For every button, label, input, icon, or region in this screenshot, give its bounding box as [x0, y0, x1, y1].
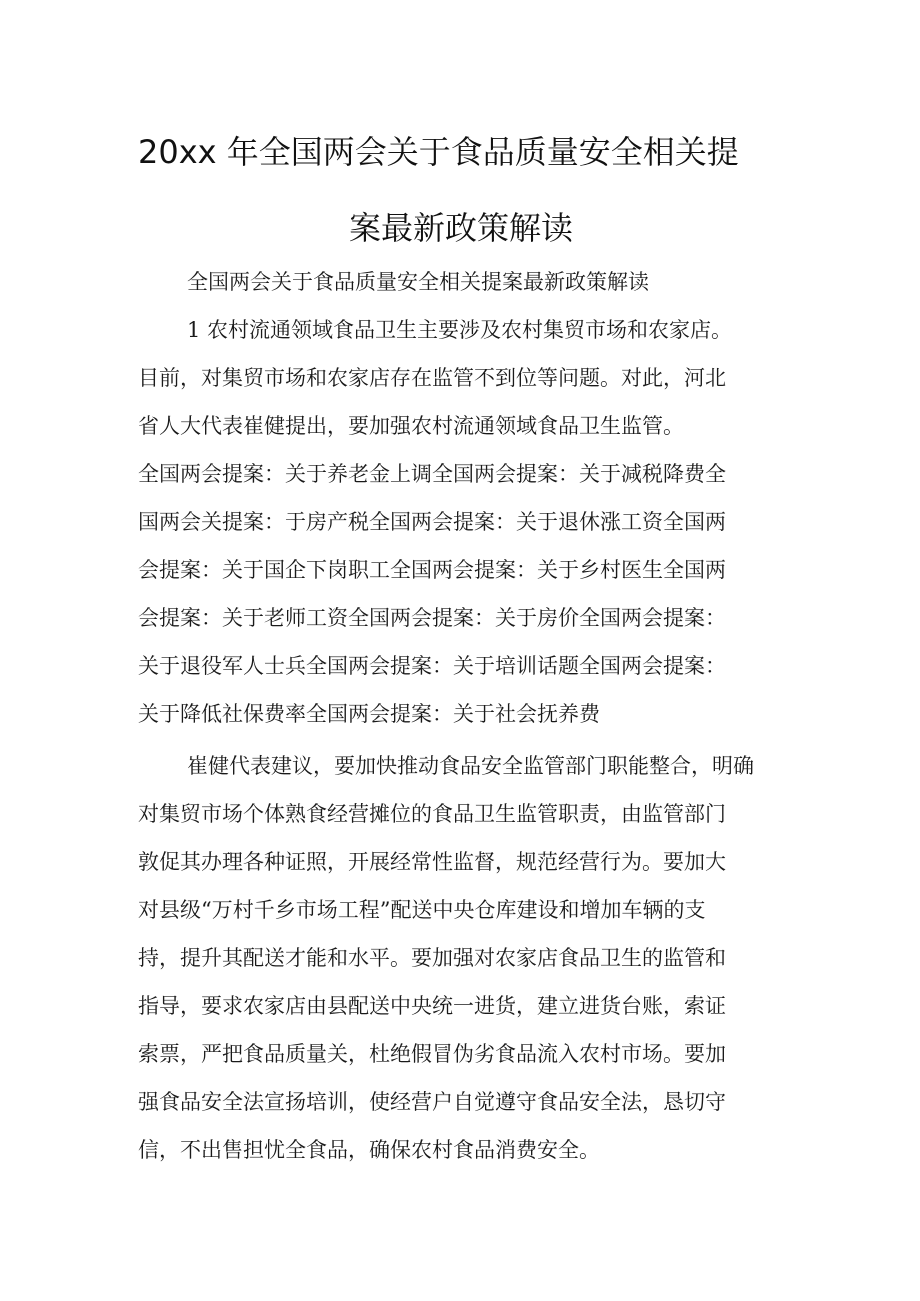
paragraph-2-line: 对县级“万村千乡市场工程”配送中央仓库建设和增加车辆的支: [138, 898, 706, 922]
paragraph-2-line: 敦促其办理各种证照，开展经常性监督，规范经营行为。要加大: [138, 850, 726, 874]
related-proposals-line: 全国两会提案：关于养老金上调全国两会提案：关于减税降费全: [138, 462, 726, 486]
related-proposals-line: 关于退役军人士兵全国两会提案：关于培训话题全国两会提案：: [138, 654, 726, 678]
paragraph-2-line: 信，不出售担忧全食品，确保农村食品消费安全。: [138, 1138, 600, 1162]
related-proposals-line: 会提案：关于老师工资全国两会提案：关于房价全国两会提案：: [138, 606, 726, 630]
paragraph-2-line: 对集贸市场个体熟食经营摊位的食品卫生监管职责，由监管部门: [138, 802, 726, 826]
related-proposals-line: 国两会关提案：于房产税全国两会提案：关于退休涨工资全国两: [138, 510, 726, 534]
related-proposals-line: 会提案：关于国企下岗职工全国两会提案：关于乡村医生全国两: [138, 558, 726, 582]
paragraph-2-line: 持，提升其配送才能和水平。要加强对农家店食品卫生的监管和: [138, 946, 726, 970]
paragraph-1-line: 省人大代表崔健提出，要加强农村流通领域食品卫生监管。: [138, 414, 684, 438]
related-proposals-line: 关于降低社保费率全国两会提案：关于社会抚养费: [138, 702, 600, 726]
document-subtitle: 全国两会关于食品质量安全相关提案最新政策解读: [187, 270, 649, 294]
paragraph-2-line: 指导，要求农家店由县配送中央统一进货，建立进货台账，索证: [138, 994, 726, 1018]
document-title-line-1: 20xx 年全国两会关于食品质量安全相关提: [138, 133, 739, 171]
paragraph-2-line: 强食品安全法宣扬培训，使经营户自觉遵守食品安全法，恳切守: [138, 1090, 726, 1114]
paragraph-1-line: 1 农村流通领域食品卫生主要涉及农村集贸市场和农家店。: [187, 318, 733, 342]
paragraph-2-line: 索票，严把食品质量关，杜绝假冒伪劣食品流入农村市场。要加: [138, 1042, 726, 1066]
document-title-line-2: 案最新政策解读: [349, 209, 574, 247]
paragraph-1-line: 目前，对集贸市场和农家店存在监管不到位等问题。对此，河北: [138, 366, 726, 390]
paragraph-2-line: 崔健代表建议，要加快推动食品安全监管部门职能整合，明确: [187, 754, 754, 778]
